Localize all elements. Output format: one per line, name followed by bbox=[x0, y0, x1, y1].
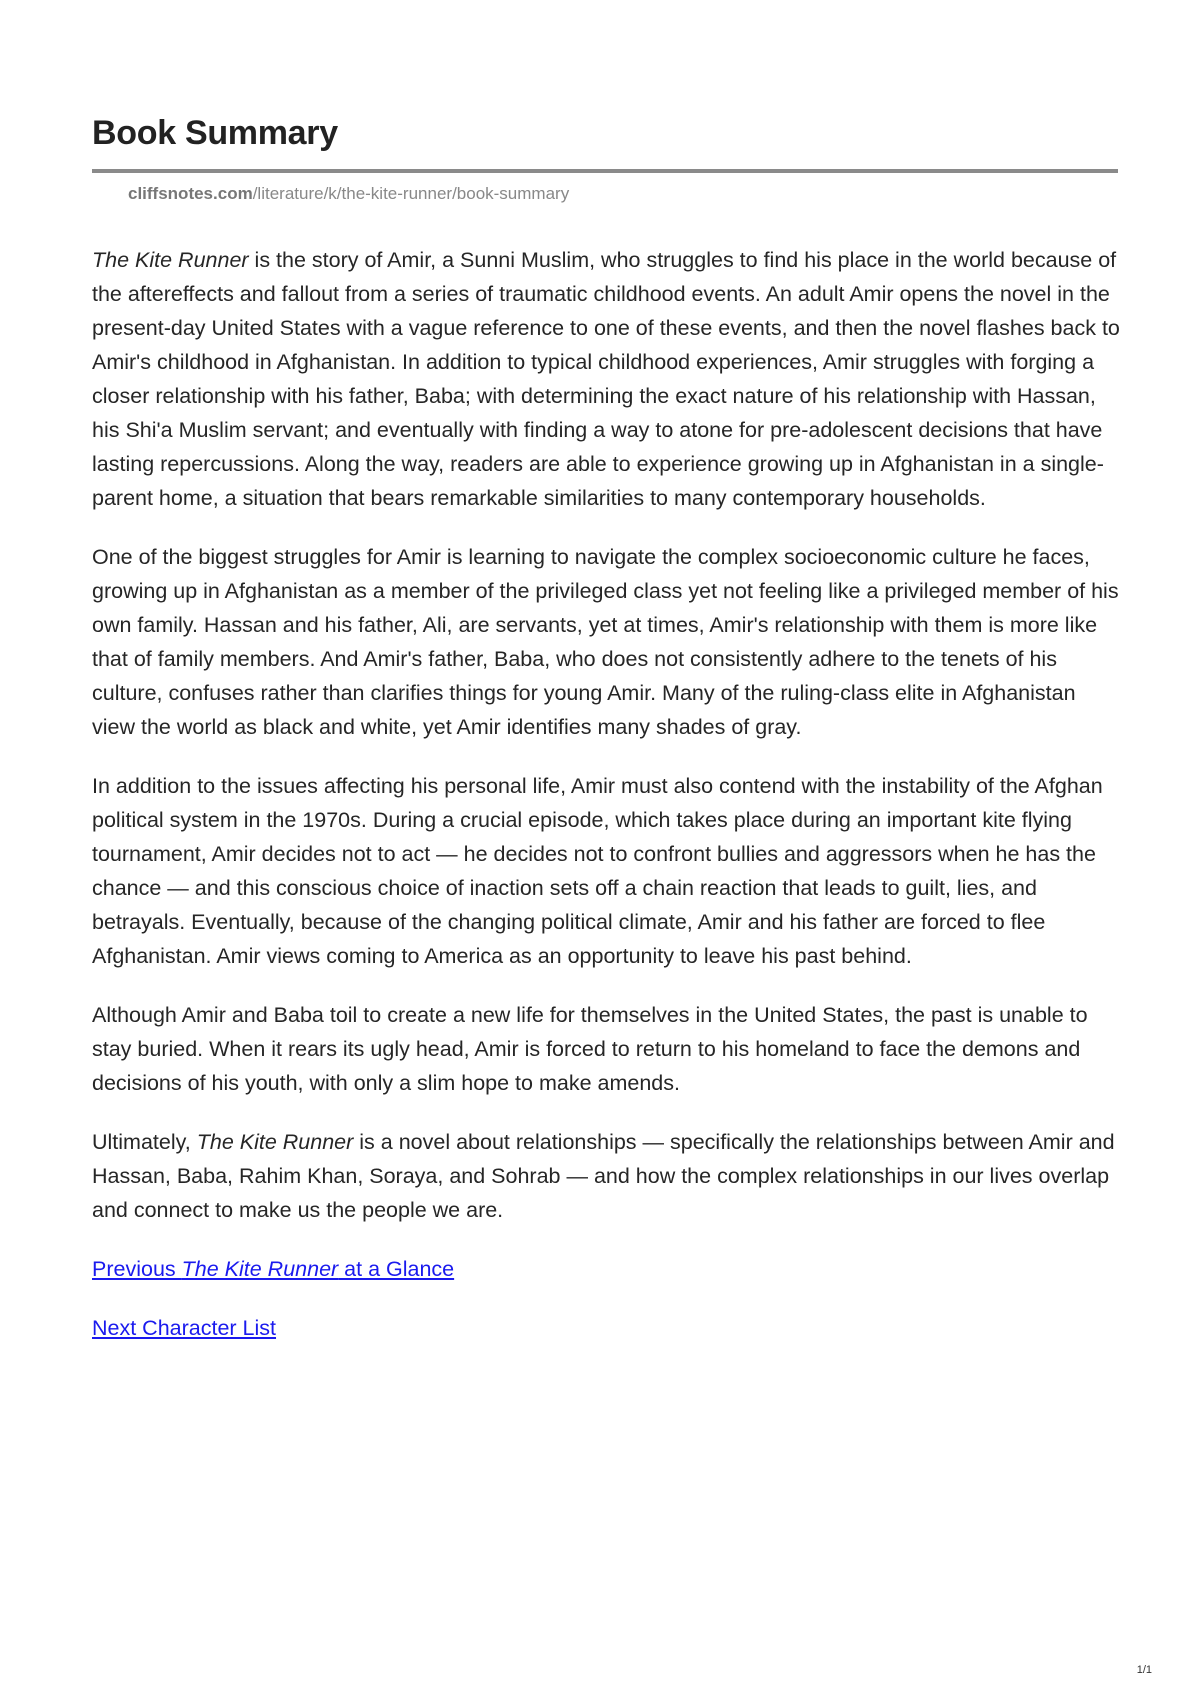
article-body bbox=[92, 243, 1122, 1370]
previous-link-book-title: The Kite Runner bbox=[181, 1257, 339, 1281]
paragraph-5-text: is a novel about relationships — specifically the relationships between Amir and Hassan, Baba, Rahim Khan, Soraya, and Sohrab — and how the complex relationships in our lives overlap and connect to make us the people we are. bbox=[92, 1130, 1115, 1222]
next-link-paragraph bbox=[92, 1311, 1122, 1345]
title-divider bbox=[92, 169, 1118, 173]
paragraph-1-text: is the story of Amir, a Sunni Muslim, who struggles to find his place in the world because of the aftereffects and fallout from a series of traumatic childhood events. An adult Amir opens the novel in the present-day United States with a vague reference to one of these events, and then the novel flashes back to Amir's childhood in Afghanistan. In addition to typical childhood experiences, Amir struggles with forging a closer relationship with his father, Baba; with determining the exact nature of his relationship with Hassan, his Shi'a Muslim servant; and eventually with finding a way to atone for pre-adolescent decisions that have lasting repercussions. Along the way, readers are able to experience growing up in Afghanistan in a single-parent home, a situation that bears remarkable similarities to many contemporary households. bbox=[92, 248, 1120, 510]
paragraph-5 bbox=[92, 1125, 1122, 1227]
source-domain: cliffsnotes.com bbox=[128, 184, 253, 203]
next-page-link[interactable]: Next Character List bbox=[92, 1316, 277, 1340]
paragraph-4: Although Amir and Baba toil to create a new life for themselves in the United States, the past is unable to stay buried. When it rears its ugly head, Amir is forced to return to his homeland to face the demons and decisions of his youth, with only a slim hope to make amends. bbox=[92, 1003, 1088, 1095]
previous-page-link[interactable] bbox=[92, 1257, 454, 1281]
paragraph-3: In addition to the issues affecting his personal life, Amir must also contend with the instability of the Afghan political system in the 1970s. During a crucial episode, which takes place during an important kite flying tournament, Amir decides not to act — he decides not to confront bullies and aggressors when he has the chance — and this conscious choice of inaction sets off a chain reaction that leads to guilt, lies, and betrayals. Eventually, because of the changing political climate, Amir and his father are forced to flee Afghanistan. Amir views coming to America as an opportunity to leave his past behind. bbox=[92, 774, 1103, 968]
previous-link-prefix: Previous bbox=[92, 1257, 182, 1281]
previous-link-paragraph bbox=[92, 1252, 1122, 1286]
paragraph-1 bbox=[92, 243, 1122, 515]
previous-link-suffix: at a Glance bbox=[338, 1257, 455, 1281]
page-title: Book Summary bbox=[92, 114, 338, 152]
source-path: /literature/k/the-kite-runner/book-summary bbox=[252, 184, 570, 203]
source-url bbox=[128, 184, 569, 204]
page-number: 1/1 bbox=[1136, 1664, 1152, 1676]
paragraph-5-lead: Ultimately, bbox=[92, 1130, 197, 1154]
paragraph-2: One of the biggest struggles for Amir is learning to navigate the complex socioeconomic culture he faces, growing up in Afghanistan as a member of the privileged class yet not feeling like a privileged member of his own family. Hassan and his father, Ali, are servants, yet at times, Amir's relationship with them is more like that of family members. And Amir's father, Baba, who does not consistently adhere to the tenets of his culture, confuses rather than clarifies things for young Amir. Many of the ruling-class elite in Afghanistan view the world as black and white, yet Amir identifies many shades of gray. bbox=[92, 545, 1119, 739]
book-title-italic: The Kite Runner bbox=[92, 248, 249, 272]
book-title-italic: The Kite Runner bbox=[196, 1130, 354, 1154]
